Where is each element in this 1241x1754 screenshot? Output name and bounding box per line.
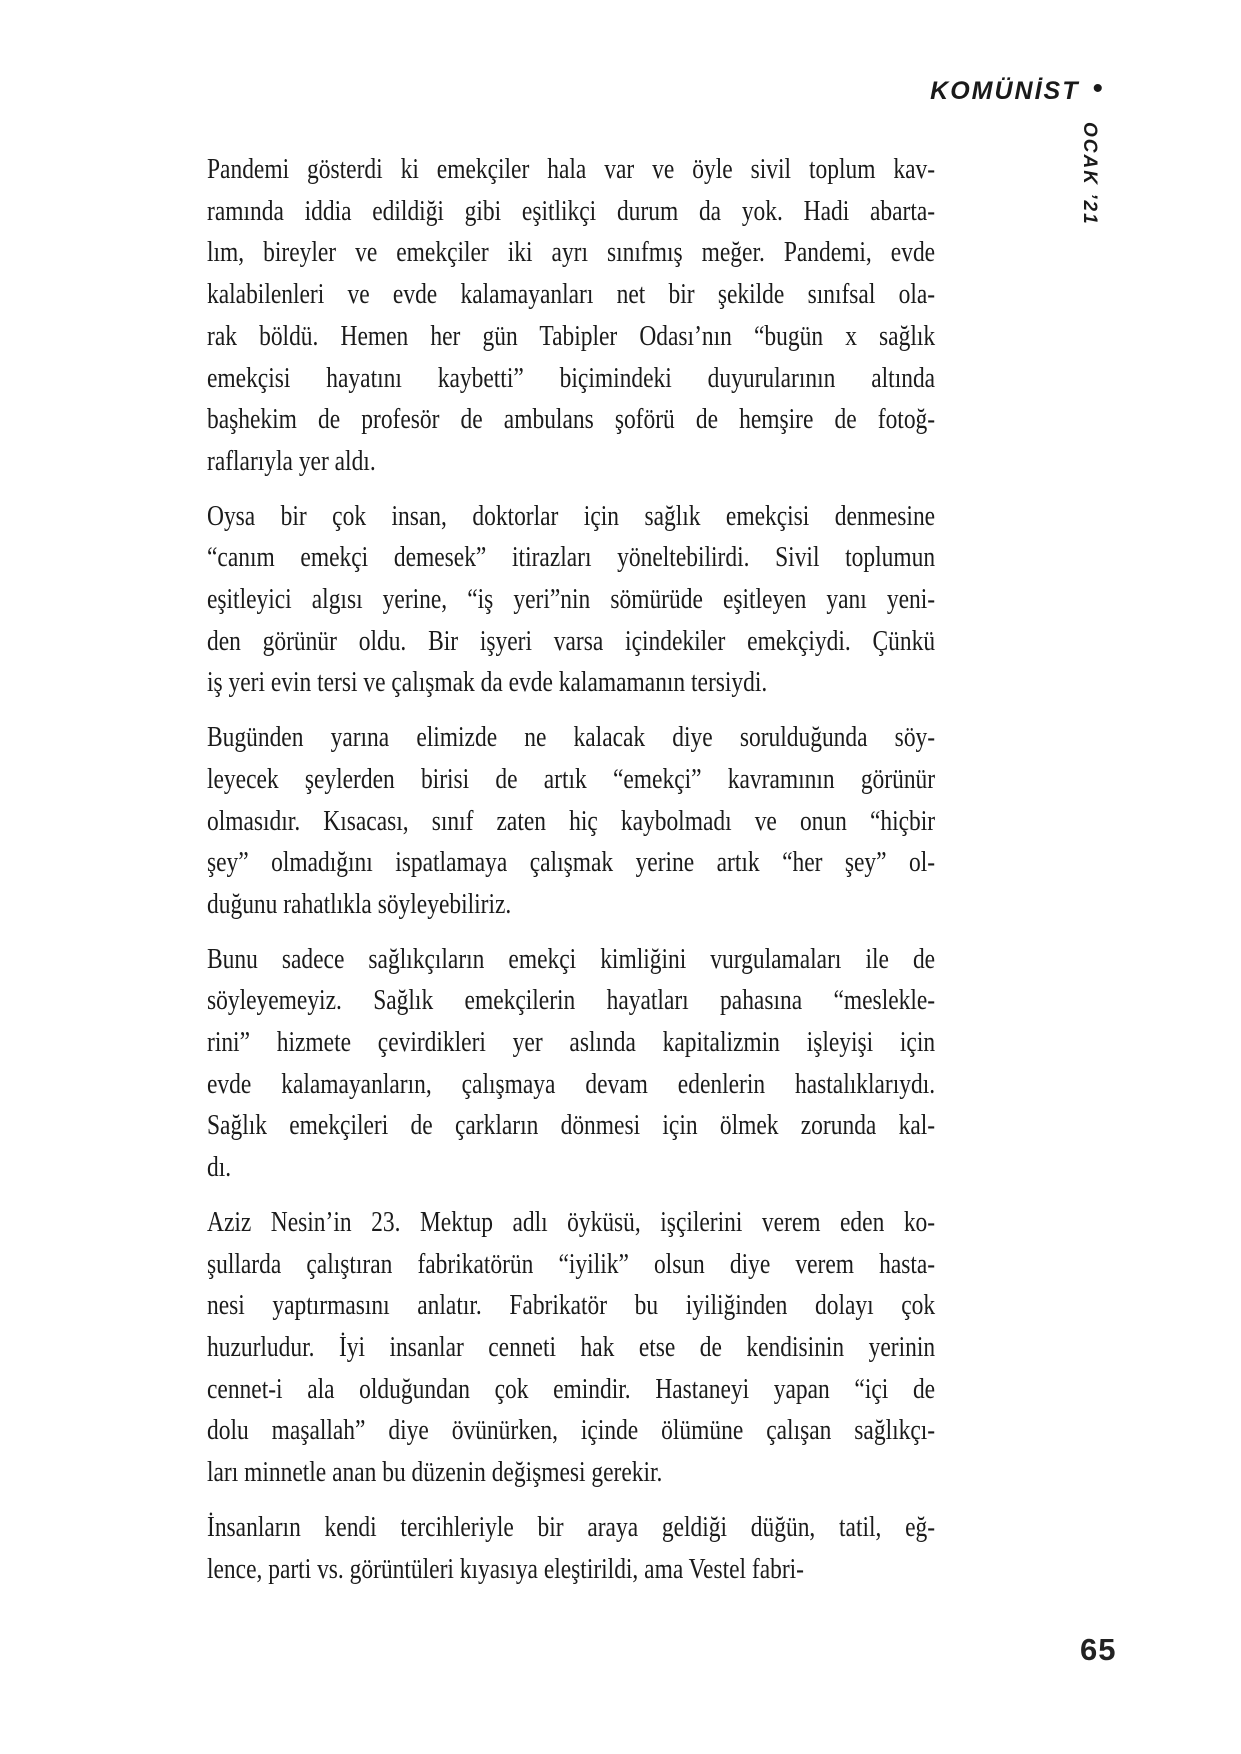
text-line: “canım emekçi demesek” itirazları yöneltebilirdi. Sivil toplumun (207, 541, 936, 574)
text-line: cennet-i ala olduğundan çok emindir. Hastaneyi yapan “içi de (207, 1372, 936, 1405)
text-line: duğunu rahatlıkla söyleyebiliriz. (207, 887, 512, 920)
text-line: şey” olmadığını ispatlamaya çalışmak yerine artık “her şey” ol- (207, 846, 936, 879)
text-line: raflarıyla yer aldı. (207, 444, 376, 477)
text-line: rak böldü. Hemen her gün Tabipler Odası’nın “bugün x sağlık (207, 319, 936, 352)
text-line: İnsanların kendi tercihleriyle bir araya geldiği düğün, tatil, eğ- (207, 1510, 936, 1543)
text-line: olmasıdır. Kısacası, sınıf zaten hiç kaybolmadı ve onun “hiçbir (207, 804, 936, 837)
text-line: evde kalamayanların, çalışmaya devam edenlerin hastalıklarıydı. (207, 1067, 936, 1100)
text-line: Sağlık emekçileri de çarkların dönmesi için ölmek zorunda kal- (207, 1109, 936, 1142)
text-line: başhekim de profesör de ambulans şoförü de hemşire de fotoğ- (207, 403, 936, 436)
text-line: ları minnetle anan bu düzenin değişmesi gerekir. (207, 1456, 663, 1489)
text-line: söyleyemeyiz. Sağlık emekçilerin hayatları pahasına “meslekle- (207, 984, 936, 1017)
paragraph (207, 496, 935, 705)
text-line: iş yeri evin tersi ve çalışmak da evde kalamamanın tersiydi. (207, 666, 768, 699)
text-line: lence, parti vs. görüntüleri kıyasıya eleştirildi, ama Vestel fabri- (207, 1552, 804, 1585)
text-line: leyecek şeylerden birisi de artık “emekçi” kavramının görünür (207, 762, 936, 795)
text-line: den görünür oldu. Bir işyeri varsa içindekiler emekçiydi. Çünkü (207, 624, 936, 657)
text-line: nesi yaptırmasını anlatır. Fabrikatör bu iyiliğinden dolayı çok (207, 1289, 936, 1322)
text-line: lım, bireyler ve emekçiler iki ayrı sınıfmış meğer. Pandemi, evde (207, 236, 936, 269)
issue-label: OCAK ’21 (1079, 122, 1100, 226)
text-line: ramında iddia edildiği gibi eşitlikçi durum da yok. Hadi abarta- (207, 194, 936, 227)
text-line: Oysa bir çok insan, doktorlar için sağlık emekçisi denmesine (207, 499, 936, 532)
text-line: kalabilenleri ve evde kalamayanları net bir şekilde sınıfsal ola- (207, 278, 936, 311)
bullet-icon: • (1092, 72, 1103, 105)
page-number: 65 (1080, 1632, 1117, 1667)
text-line: dı. (207, 1151, 232, 1184)
page-header (930, 72, 1103, 106)
text-line: emekçisi hayatını kaybetti” biçimindeki duyurularının altında (207, 361, 936, 394)
text-line: eşitleyici algısı yerine, “iş yeri”nin sömürüde eşitleyen yanı yeni- (207, 583, 936, 616)
article-body (207, 149, 935, 1603)
text-line: huzurludur. İyi insanlar cenneti hak etse de kendisinin yerinin (207, 1330, 936, 1363)
text-line: Bugünden yarına elimizde ne kalacak diye sorulduğunda söy- (207, 721, 936, 754)
paragraph (207, 1507, 935, 1590)
paragraph (207, 717, 935, 926)
text-line: şullarda çalıştıran fabrikatörün “iyilik” olsun diye verem hasta- (207, 1247, 936, 1280)
text-line: rini” hizmete çevirdikleri yer aslında kapitalizmin işleyişi için (207, 1026, 936, 1059)
paragraph (207, 939, 935, 1189)
paragraph (207, 149, 935, 483)
text-line: dolu maşallah” diye övünürken, içinde ölümüne çalışan sağlıkçı- (207, 1414, 936, 1447)
text-line: Bunu sadece sağlıkçıların emekçi kimliğini vurgulamaları ile de (207, 942, 936, 975)
text-line: Pandemi gösterdi ki emekçiler hala var ve öyle sivil toplum kav- (207, 153, 936, 185)
text-line: Aziz Nesin’in 23. Mektup adlı öyküsü, işçilerini verem eden ko- (207, 1205, 936, 1238)
magazine-title: KOMÜNİST (930, 76, 1080, 105)
paragraph (207, 1202, 935, 1494)
